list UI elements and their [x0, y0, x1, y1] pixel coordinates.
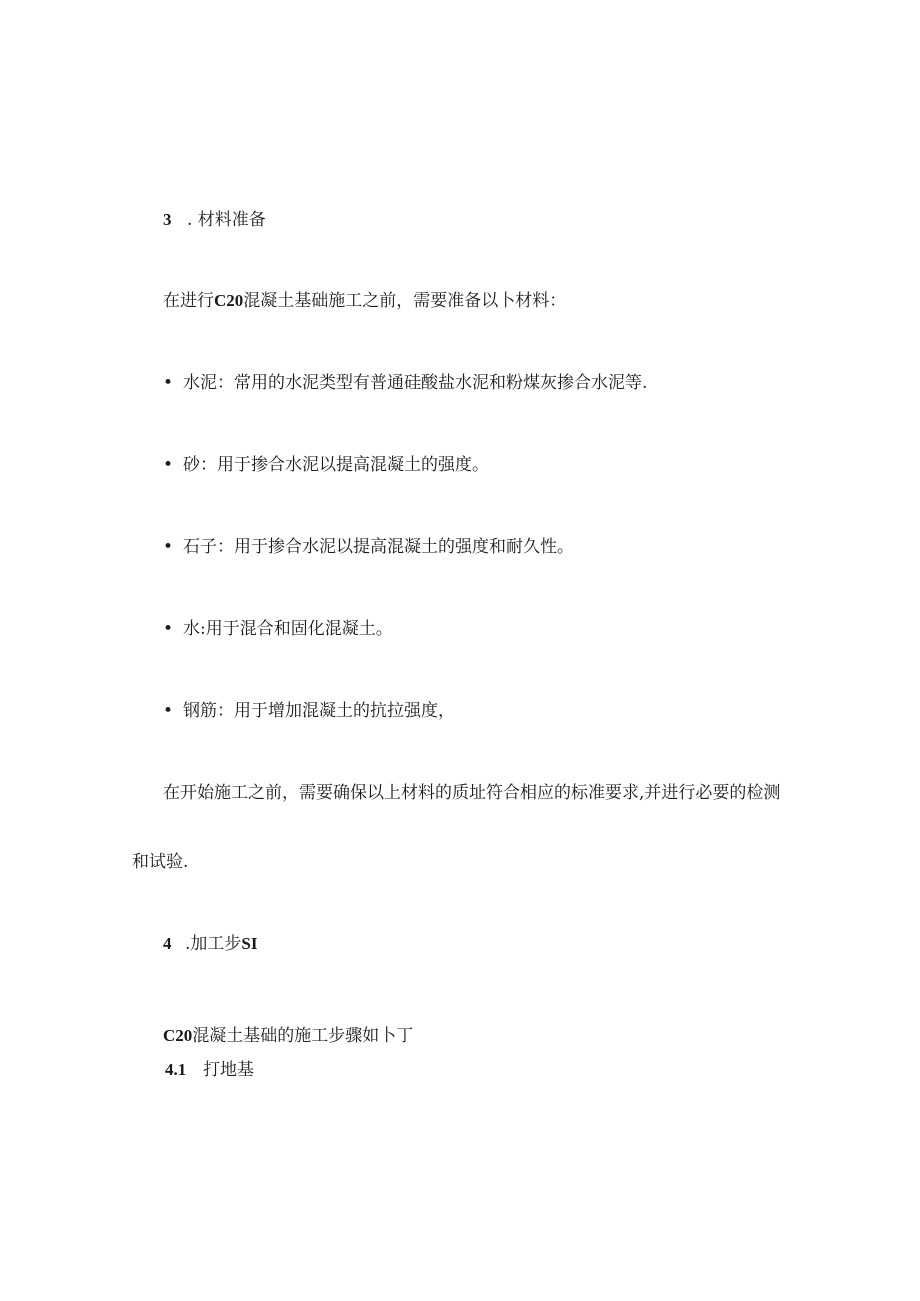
subsection-4-1-number: 4.1: [165, 1060, 187, 1079]
intro-suffix: 混凝土基础施工之前，需要准备以卜材料：: [243, 291, 567, 311]
bullet-item-gravel: [163, 535, 574, 559]
steps-intro-text: 混凝土基础的施工步骤如卜丁: [192, 1026, 414, 1046]
section-4-number: 4: [163, 934, 172, 953]
bullet-item-cement: [163, 371, 647, 395]
intro-paragraph: [163, 289, 566, 313]
intro-grade: C20: [214, 291, 244, 310]
bullet-marker: •: [163, 455, 174, 475]
closing-paragraph-line-2: 和试验.: [132, 852, 189, 872]
bullet-text: 石子：用于掺合水泥以提高混凝土的强度和耐久性。: [183, 537, 574, 557]
bullet-text: 水泥：常用的水泥类型有普通硅酸盐水泥和粉煤灰掺合水泥等.: [183, 373, 648, 393]
subsection-4-1-heading: [165, 1058, 254, 1082]
bullet-item-rebar: [163, 699, 455, 723]
section-4-title-bold: SI: [241, 934, 258, 953]
steps-intro: [163, 1024, 413, 1048]
section-3-heading: [163, 208, 266, 232]
section-3-number: 3: [163, 210, 172, 229]
closing-paragraph-line-1: 在开始施工之前，需要确保以上材料的质址符合相应的标准要求,并进行必要的检测: [163, 783, 781, 803]
section-3-title: . 材料准备: [187, 210, 266, 230]
bullet-marker: •: [163, 701, 174, 721]
intro-prefix: 在进行: [163, 291, 214, 311]
section-4-heading: [163, 932, 257, 956]
bullet-marker: •: [163, 619, 174, 639]
bullet-text: 砂：用于掺合水泥以提高混凝土的强度。: [183, 455, 489, 475]
bullet-text: 钢筋：用于增加混凝土的抗拉强度，: [183, 701, 455, 721]
bullet-item-sand: [163, 453, 489, 477]
bullet-marker: •: [163, 537, 174, 557]
steps-intro-grade: C20: [163, 1026, 193, 1045]
bullet-marker: •: [163, 373, 174, 393]
subsection-4-1-title: 打地基: [203, 1060, 254, 1080]
bullet-text: 水:用于混合和固化混凝土。: [183, 619, 393, 639]
section-4-title: .加工步: [185, 934, 242, 954]
bullet-item-water: [163, 617, 393, 641]
